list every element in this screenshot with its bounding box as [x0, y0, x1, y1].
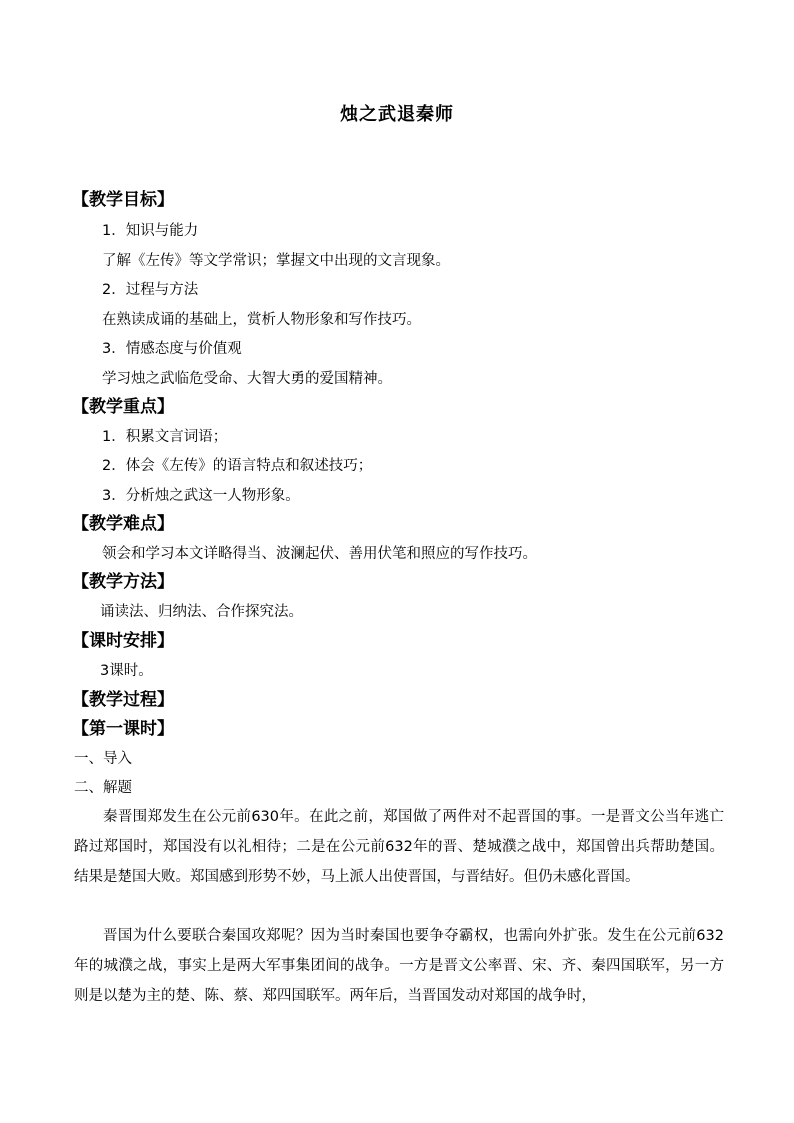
heading-schedule: 【课时安排】 [72, 631, 174, 651]
heading-process: 【教学过程】 [72, 690, 174, 710]
key-point-1: 1．积累文言词语； [102, 429, 228, 445]
key-point-3: 3．分析烛之武这一人物形象。 [102, 488, 300, 504]
heading-key-points: 【教学重点】 [72, 397, 174, 417]
goal-2-text: 在熟读成诵的基础上，赏析人物形象和写作技巧。 [102, 312, 421, 328]
step-title-explanation: 二、解题 [74, 780, 132, 796]
heading-teaching-goals: 【教学目标】 [72, 190, 174, 210]
difficulties-text: 领会和学习本文详略得当、波澜起伏、善用伏笔和照应的写作技巧。 [102, 546, 537, 562]
goal-3-text: 学习烛之武临危受命、大智大勇的爱国精神。 [102, 371, 392, 387]
key-point-2: 2．体会《左传》的语言特点和叙述技巧； [102, 458, 373, 474]
goal-3-title: 3．情感态度与价值观 [102, 341, 242, 357]
goal-2-title: 2．过程与方法 [102, 282, 199, 298]
explanation-paragraph-1: 秦晋围郑发生在公元前630年。在此之前，郑国做了两件对不起晋国的事。一是晋文公当年逃亡路过郑国时，郑国没有以礼相待；二是在公元前632年的晋、楚城濮之战中，郑国曾出兵帮助楚国。结果是楚国大败。郑国感到形势不妙，马上派人出使晋国，与晋结好。但仍未感化晋国。 [74, 809, 724, 885]
heading-difficulties: 【教学难点】 [72, 514, 174, 534]
heading-lesson-1: 【第一课时】 [72, 719, 174, 739]
heading-methods: 【教学方法】 [72, 572, 174, 592]
schedule-text: 3课时。 [100, 663, 153, 679]
methods-text: 诵读法、归纳法、合作探究法。 [100, 604, 303, 620]
step-intro: 一、导入 [74, 751, 132, 767]
goal-1-title: 1．知识与能力 [102, 223, 199, 239]
goal-1-text: 了解《左传》等文学常识；掌握文中出现的文言现象。 [102, 253, 450, 269]
explanation-paragraph-2: 晋国为什么要联合秦国攻郑呢？因为当时秦国也要争夺霸权，也需向外扩张。发生在公元前632年的城濮之战，事实上是两大军事集团间的战争。一方是晋文公率晋、宋、齐、秦四国联军，另一方则是以楚为主的楚、陈、蔡、郑四国联军。两年后，当晋国发动对郑国的战争时， [74, 928, 724, 1004]
document-title: 烛之武退秦师 [340, 104, 454, 125]
